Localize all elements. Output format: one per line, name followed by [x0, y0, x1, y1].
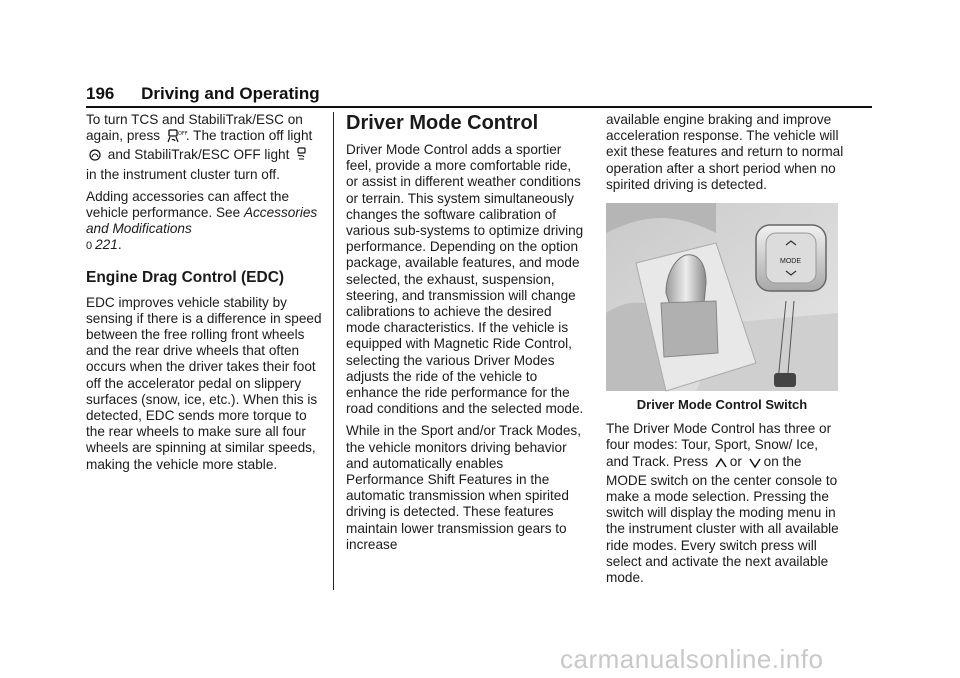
- driver-mode-paragraph-2: While in the Sport and/or Track Modes, the vehicle monitors driving behavior and automatically enables Performance Shift Features in the automatic transmission when spirited driving is detected. These features maintain lower transmission gears to increase: [346, 423, 581, 552]
- caret-down-icon: [749, 457, 761, 473]
- mode-text-b: on the MODE switch on the center console to make a mode selection. Pressing the switch will display the moding menu in the instrument cluster with all available ride modes. Every switch press will select and activate the next available mode.: [606, 453, 839, 586]
- section-title: Driving and Operating: [141, 84, 320, 103]
- page-number: 196: [86, 84, 115, 103]
- page-header: [86, 84, 320, 106]
- mode-text-or: or: [729, 453, 742, 469]
- tcs-paragraph: [86, 112, 324, 183]
- tcs-text-c: and StabiliTrak/ESC OFF light: [107, 147, 290, 163]
- column-2: [346, 112, 584, 559]
- stabilitrak-off-light-icon: [296, 147, 307, 166]
- driver-mode-heading: Driver Mode Control: [346, 112, 539, 134]
- reference-page-link[interactable]: 221: [95, 237, 118, 253]
- svg-text:OFF: OFF: [177, 131, 188, 138]
- caret-up-icon: [715, 457, 727, 473]
- column-divider: [333, 112, 334, 590]
- column-3: [606, 112, 844, 592]
- edc-heading: Engine Drag Control (EDC): [86, 268, 285, 286]
- console-illustration: [606, 203, 838, 391]
- accessories-reference-link[interactable]: Accessories and Modifications: [86, 205, 318, 237]
- accessories-period: .: [117, 237, 122, 253]
- mode-switch-paragraph: [606, 421, 844, 586]
- header-rule: [86, 106, 872, 108]
- mode-switch-label: MODE: [780, 258, 801, 266]
- column-1: [86, 112, 324, 479]
- watermark: carmanualsonline.info: [560, 644, 824, 674]
- accessories-text: Adding accessories can affect the vehicle performance. See: [86, 188, 290, 221]
- figure-caption: Driver Mode Control Switch: [636, 397, 808, 413]
- driver-mode-switch-figure: [606, 203, 838, 391]
- driver-mode-paragraph-3: available engine braking and improve acceleration response. The vehicle will exit these features and return to normal operation after a short period when no spirited driving is detected.: [606, 112, 844, 192]
- tcs-text-a: To turn TCS and StabiliTrak/ESC on again, press: [86, 112, 303, 144]
- traction-off-light-icon: [89, 148, 101, 166]
- tcs-text-b: . The traction off light: [185, 128, 313, 144]
- reference-arrow-icon: 0: [86, 240, 93, 253]
- traction-button-icon: [167, 129, 188, 147]
- tcs-text-d: in the instrument cluster turn off.: [86, 166, 280, 182]
- mode-text-a: The Driver Mode Control has three or four modes: Tour, Sport, Snow/ Ice, and Track. Press: [606, 421, 832, 469]
- edc-paragraph: EDC improves vehicle stability by sensing if there is a difference in speed between the free rolling front wheels and the rear drive wheels that often occurs when the driver takes their foot off the accelerator pedal on slippery surfaces (snow, ice, etc.). When this is detected, EDC sends more torque to the rear wheels to make sure all four wheels are spinning at similar speeds, making the vehicle more stable.: [86, 294, 322, 472]
- accessories-paragraph: [86, 189, 324, 255]
- driver-mode-paragraph-1: Driver Mode Control adds a sportier feel, provide a more comfortable ride, or assist in different weather conditions or terrain. This system simultaneously changes the software calibration of various sub-systems to optimize driving performance. Depending on the option package, available features, and mode selected, the exhaust, suspension, steering, and transmission will change calibrations to achieve the desired mode characteristics. If the vehicle is equipped with Magnetic Ride Control, selecting the various Driver Modes adjusts the ride of the vehicle to enhance the ride performance for the road conditions and the selected mode.: [346, 142, 584, 417]
